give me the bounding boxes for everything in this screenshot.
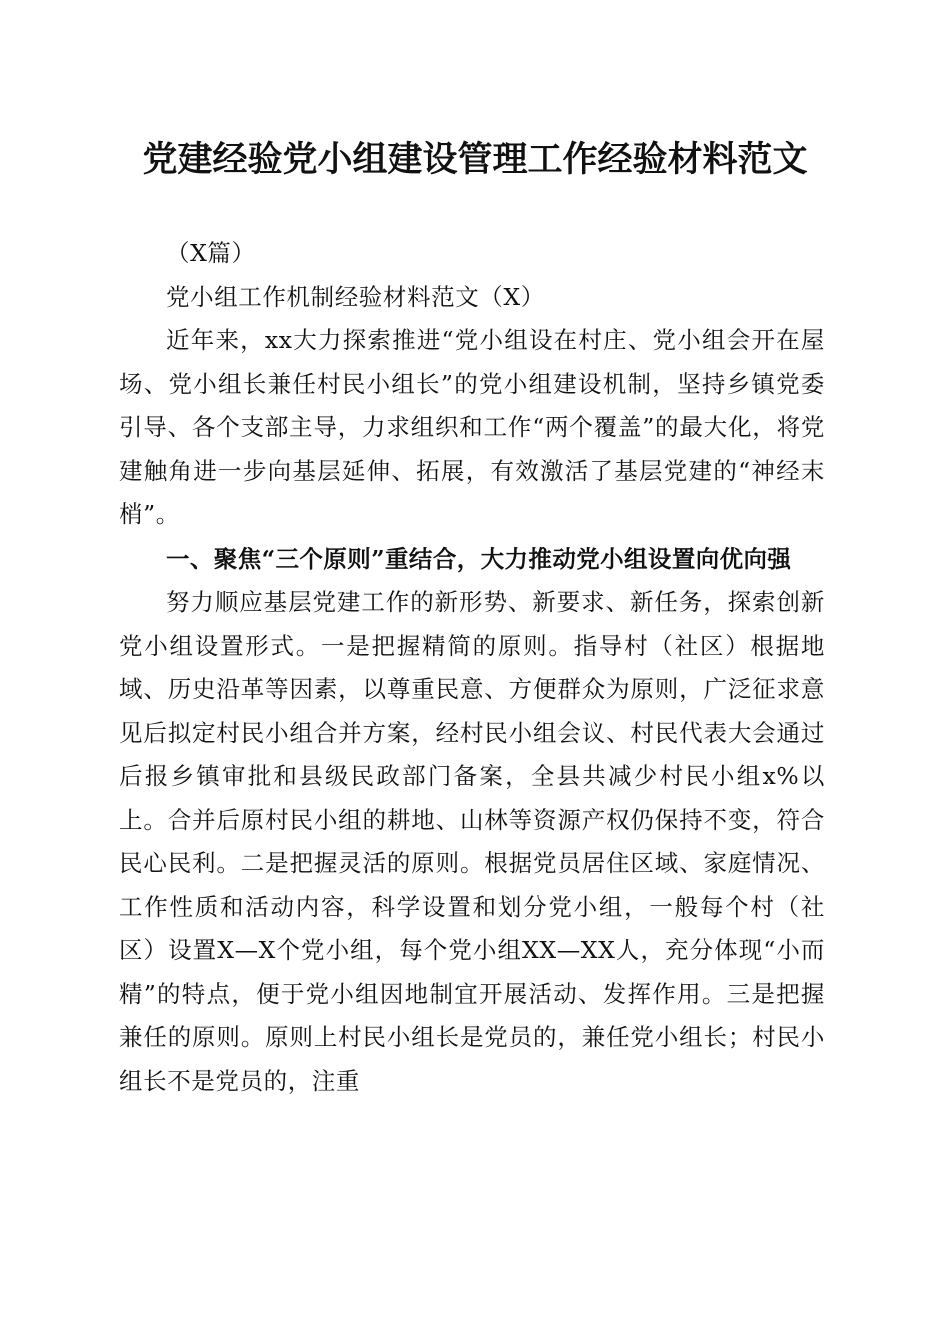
- document-title: 党建经验党小组建设管理工作经验材料范文: [142, 139, 808, 180]
- subtitle-article: 党小组工作机制经验材料范文（X）: [166, 282, 545, 311]
- subtitle-count: （X篇）: [166, 239, 256, 267]
- section-heading-1: 一、聚焦“三个原则”重结合，大力推动党小组设置向优向强: [166, 544, 792, 573]
- section-1-paragraph: 努力顺应基层党建工作的新形势、新要求、新任务，探索创新党小组设置形式。一是把握精简的原则。指导村（社区）根据地域、历史沿革等因素，以尊重民意、方便群众为原则，广泛征求意见后拟定村民小组合并方案，经村民小组会议、村民代表大会通过后报乡镇审批和县级民政部门备案，全县共减少村民小组x%以上。合并后原村民小组的耕地、山林等资源产权仍保持不变，符合民心民利。二是把握灵活的原则。根据党员居住区域、家庭情况、工作性质和活动内容，科学设置和划分党小组，一般每个村（社区）设置X—X个党小组，每个党小组XX—XX人，充分体现“小而精”的特点，便于党小组因地制宜开展活动、发挥作用。三是把握兼任的原则。原则上村民小组长是党员的，兼任党小组长；村民小组长不是党员的，注重: [119, 588, 825, 1095]
- document-body: [119, 232, 825, 1103]
- intro-paragraph: 近年来，xx大力探索推进“党小组设在村庄、党小组会开在屋场、党小组长兼任村民小组长”的党小组建设机制，坚持乡镇党委引导、各个支部主导，力求组织和工作“两个覆盖”的最大化，将党建触角进一步向基层延伸、拓展，有效激活了基层党建的“神经末梢”。: [119, 326, 825, 528]
